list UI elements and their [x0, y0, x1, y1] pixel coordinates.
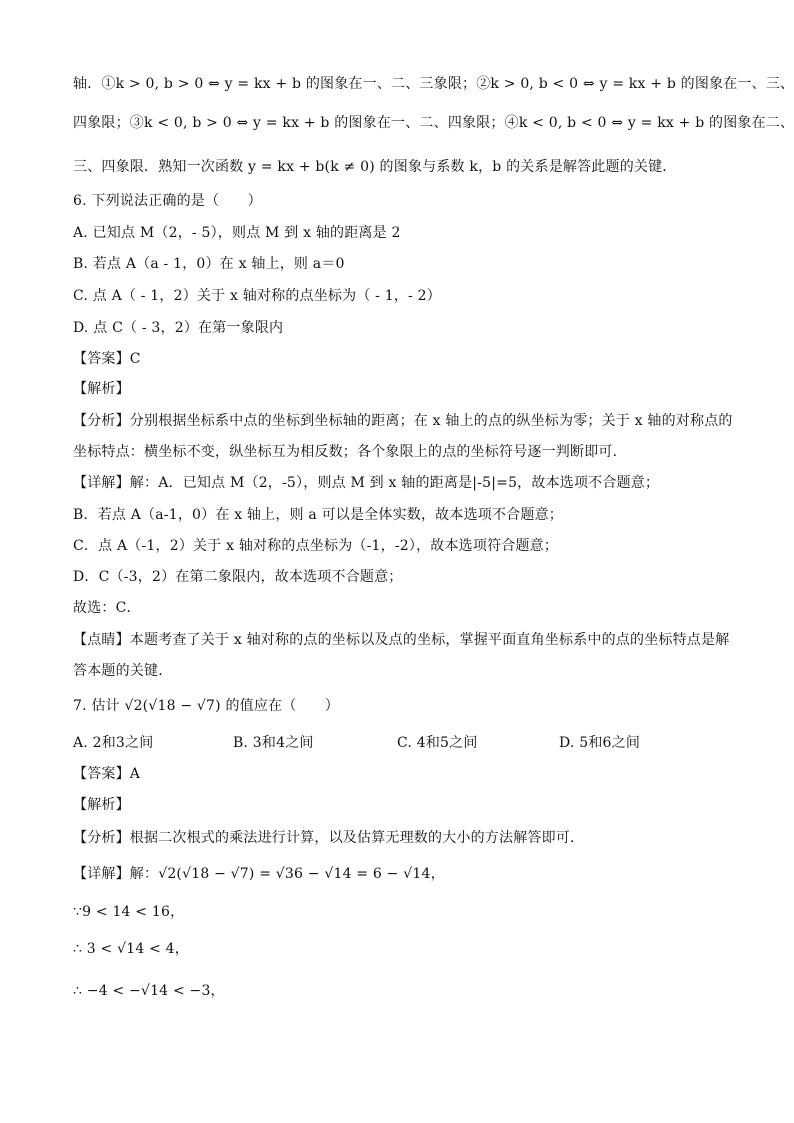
detail-text: 【详解】解：A．已知点 M（2，-5），则点 M 到 x 轴的距离是|-5|=5，故本选项不合题意； — [73, 475, 660, 491]
text-line: 轴．①k > 0, b > 0 ⇔ y = kx + b 的图象在一、二、三象限；②k > 0, b < 0 ⇔ y = kx + b 的图象在一、三、 — [73, 76, 794, 92]
detail-text: D．C（-3，2）在第二象限内，故本选项不合题意； — [73, 569, 403, 585]
question-6-stem: 6. 下列说法正确的是（ ） — [73, 193, 262, 209]
option-c: C. 4和5之间 — [397, 735, 478, 751]
detail-text: B．若点 A（a-1，0）在 x 轴上，则 a 可以是全体实数，故本选项不合题意； — [73, 507, 563, 523]
analysis-label: 【解析】 — [73, 797, 130, 813]
detail-text: C．点 A（-1，2）关于 x 轴对称的点坐标为（-1，-2），故本选项符合题意； — [73, 538, 559, 554]
detail-text: 【详解】解：√2(√18 − √7) = √36 − √14 = 6 − √14， — [73, 866, 445, 882]
analysis-label: 【解析】 — [73, 381, 130, 397]
option-d: D. 5和6之间 — [559, 735, 641, 751]
remark-text: 【点睛】本题考查了关于 x 轴对称的点的坐标以及点的坐标，掌握平面直角坐标系中的点的坐标特点是解 — [73, 632, 730, 648]
answer-label: 【答案】A — [73, 766, 141, 782]
question-6-option-b: B. 若点 A（a - 1，0）在 x 轴上，则 a＝0 — [73, 256, 345, 272]
math-step: ∴ 3 < √14 < 4， — [73, 941, 189, 957]
remark-text: 答本题的关键． — [73, 663, 173, 679]
question-7-stem: 7. 估计 √2(√18 − √7) 的值应在（ ） — [73, 698, 340, 714]
analysis-text: 【分析】分别根据坐标系中点的坐标到坐标轴的距离；在 x 轴上的点的纵坐标为零；关于 x 轴的对称点的 — [73, 413, 733, 429]
analysis-text: 【分析】根据二次根式的乘法进行计算，以及估算无理数的大小的方法解答即可． — [73, 830, 585, 846]
option-b: B. 3和4之间 — [233, 735, 314, 751]
question-7-options — [73, 733, 753, 753]
conclusion-text: 故选：C． — [73, 600, 141, 616]
math-step: ∵9 < 14 < 16， — [73, 904, 185, 920]
math-step: ∴ −4 < −√14 < −3， — [73, 983, 225, 999]
question-6-option-a: A. 已知点 M（2，- 5），则点 M 到 x 轴的距离是 2 — [73, 225, 401, 241]
question-6-option-d: D. 点 C（ - 3，2）在第一象限内 — [73, 320, 284, 336]
answer-label: 【答案】C — [73, 351, 141, 367]
text-line: 四象限；③k < 0, b > 0 ⇔ y = kx + b 的图象在一、二、四象限；④k < 0, b < 0 ⇔ y = kx + b 的图象在二、 — [73, 115, 794, 131]
option-a: A. 2和3之间 — [73, 735, 154, 751]
analysis-text: 坐标特点：横坐标不变，纵坐标互为相反数；各个象限上的点的坐标符号逐一判断即可． — [73, 444, 627, 460]
text-line: 三、四象限．熟知一次函数 y = kx + b(k ≠ 0) 的图象与系数 k，b 的关系是解答此题的关键． — [73, 159, 677, 175]
question-6-option-c: C. 点 A（ - 1，2）关于 x 轴对称的点坐标为（ - 1，- 2） — [73, 288, 441, 304]
